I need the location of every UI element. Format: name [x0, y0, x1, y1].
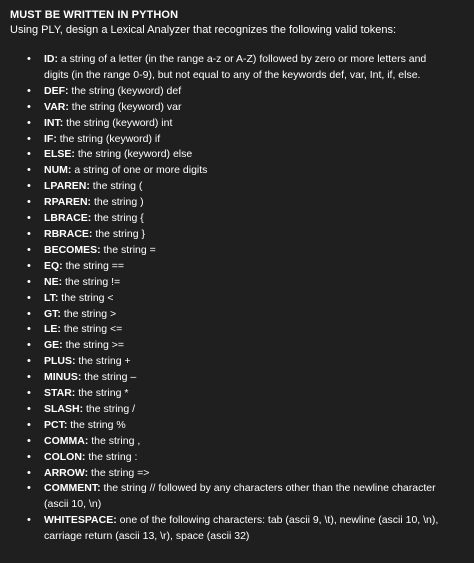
token-description: a string of a letter (in the range a-z or A-Z) followed by zero or more letters and digits (in the range 0-9), but not equal to any of the keywords def, var, Int, if, else.	[44, 53, 427, 81]
bullet-icon: •	[27, 371, 31, 384]
token-name: MINUS:	[44, 371, 82, 384]
token-name: STAR:	[44, 387, 76, 400]
token-name: LT:	[44, 291, 59, 304]
token-name: LE:	[44, 323, 61, 336]
token-name: LBRACE:	[44, 212, 92, 225]
token-name: ARROW:	[44, 466, 89, 479]
bullet-icon: •	[27, 339, 31, 352]
token-description: the string (keyword) var	[68, 100, 182, 113]
bullet-icon: •	[27, 450, 31, 463]
token-list-item	[10, 370, 464, 386]
token-list-item	[10, 163, 464, 179]
intro-text: Using PLY, design a Lexical Analyzer that recognizes the following valid tokens:	[10, 24, 397, 36]
token-name: WHITESPACE:	[44, 514, 117, 527]
bullet-icon: •	[27, 196, 31, 209]
bullet-icon: •	[27, 116, 31, 129]
token-list-item	[10, 100, 464, 116]
token-name: BECOMES:	[44, 243, 101, 256]
token-name: PCT:	[44, 418, 68, 431]
token-name: NE:	[44, 275, 63, 288]
token-name: SLASH:	[44, 402, 84, 415]
token-list-item	[10, 418, 464, 434]
bullet-icon: •	[27, 418, 31, 431]
token-name: GE:	[44, 339, 63, 352]
bullet-icon: •	[27, 243, 31, 256]
token-list-item	[10, 481, 464, 513]
bullet-icon: •	[27, 259, 31, 272]
token-description: the string (keyword) int	[63, 116, 173, 129]
bullet-icon: •	[27, 402, 31, 415]
token-description: the string +	[75, 355, 131, 368]
token-list-item	[10, 307, 464, 323]
token-description: the string <	[58, 291, 114, 304]
token-list-item	[10, 386, 464, 402]
token-list-item	[10, 322, 464, 338]
token-description: the string <=	[60, 323, 123, 336]
token-list-item	[10, 52, 464, 84]
bullet-icon: •	[27, 212, 31, 225]
bullet-icon: •	[27, 100, 31, 113]
token-list-item	[10, 434, 464, 450]
token-description: the string /	[83, 402, 136, 415]
token-name: VAR:	[44, 100, 69, 113]
token-description: the string )	[91, 196, 144, 209]
token-description: the string (keyword) if	[56, 132, 161, 145]
token-name: COLON:	[44, 450, 86, 463]
token-name: RBRACE:	[44, 227, 93, 240]
token-list-item	[10, 291, 464, 307]
token-description: a string of one or more digits	[71, 164, 208, 177]
token-description: the string !=	[62, 275, 121, 288]
token-name: IF:	[44, 132, 57, 145]
token-name: COMMENT:	[44, 482, 101, 495]
token-list	[10, 52, 464, 545]
token-list-item	[10, 402, 464, 418]
bullet-icon: •	[27, 355, 31, 368]
token-description: the string >=	[62, 339, 124, 352]
bullet-icon: •	[27, 434, 31, 447]
bullet-icon: •	[27, 307, 31, 320]
token-name: COMMA:	[44, 434, 89, 447]
token-list-item	[10, 116, 464, 132]
token-name: LPAREN:	[44, 180, 90, 193]
bullet-icon: •	[27, 84, 31, 97]
token-description: the string >	[60, 307, 117, 320]
token-name: ELSE:	[44, 148, 75, 161]
token-name: EQ:	[44, 259, 63, 272]
token-description: the string (	[89, 180, 143, 193]
token-list-item	[10, 211, 464, 227]
token-name: PLUS:	[44, 355, 76, 368]
token-description: the string (keyword) def	[68, 84, 182, 97]
heading: MUST BE WRITTEN IN PYTHON	[10, 9, 179, 21]
token-list-item	[10, 227, 464, 243]
token-description: the string }	[92, 227, 145, 240]
token-name: INT:	[44, 116, 64, 129]
token-list-item	[10, 195, 464, 211]
token-name: NUM:	[44, 164, 72, 177]
token-description: the string (keyword) else	[74, 148, 193, 161]
token-list-item	[10, 243, 464, 259]
token-list-item	[10, 259, 464, 275]
token-description: the string ,	[88, 434, 141, 447]
token-list-item	[10, 147, 464, 163]
token-name: GT:	[44, 307, 61, 320]
token-list-item	[10, 84, 464, 100]
bullet-icon: •	[27, 180, 31, 193]
bullet-icon: •	[27, 164, 31, 177]
token-list-item	[10, 466, 464, 482]
token-list-item	[10, 450, 464, 466]
bullet-icon: •	[27, 275, 31, 288]
token-description: one of the following characters: tab (ascii 9, \t), newline (ascii 10, \n), carriage return (ascii 13, \r), space (ascii 32)	[44, 514, 439, 543]
bullet-icon: •	[27, 291, 31, 304]
token-name: ID:	[44, 53, 58, 65]
bullet-icon: •	[27, 53, 31, 65]
token-name: RPAREN:	[44, 196, 92, 209]
token-description: the string // followed by any characters other than the newline character (ascii 10, \n)	[44, 482, 436, 511]
bullet-icon: •	[27, 482, 31, 495]
token-list-item	[10, 179, 464, 195]
token-list-item	[10, 338, 464, 354]
token-name: DEF:	[44, 84, 69, 97]
token-description: the string –	[81, 371, 137, 384]
token-description: the string *	[75, 387, 129, 400]
bullet-icon: •	[27, 387, 31, 400]
bullet-icon: •	[27, 148, 31, 161]
bullet-icon: •	[27, 466, 31, 479]
bullet-icon: •	[27, 227, 31, 240]
token-list-item	[10, 513, 464, 545]
token-list-item	[10, 354, 464, 370]
token-description: the string {	[91, 212, 144, 225]
bullet-icon: •	[27, 132, 31, 145]
token-description: the string =>	[88, 466, 150, 479]
token-description: the string ==	[62, 259, 124, 272]
token-list-item	[10, 275, 464, 291]
token-description: the string :	[85, 450, 138, 463]
token-list-item	[10, 132, 464, 148]
bullet-icon: •	[27, 323, 31, 336]
bullet-icon: •	[27, 514, 31, 527]
token-description: the string %	[67, 418, 126, 431]
token-description: the string =	[100, 243, 156, 256]
